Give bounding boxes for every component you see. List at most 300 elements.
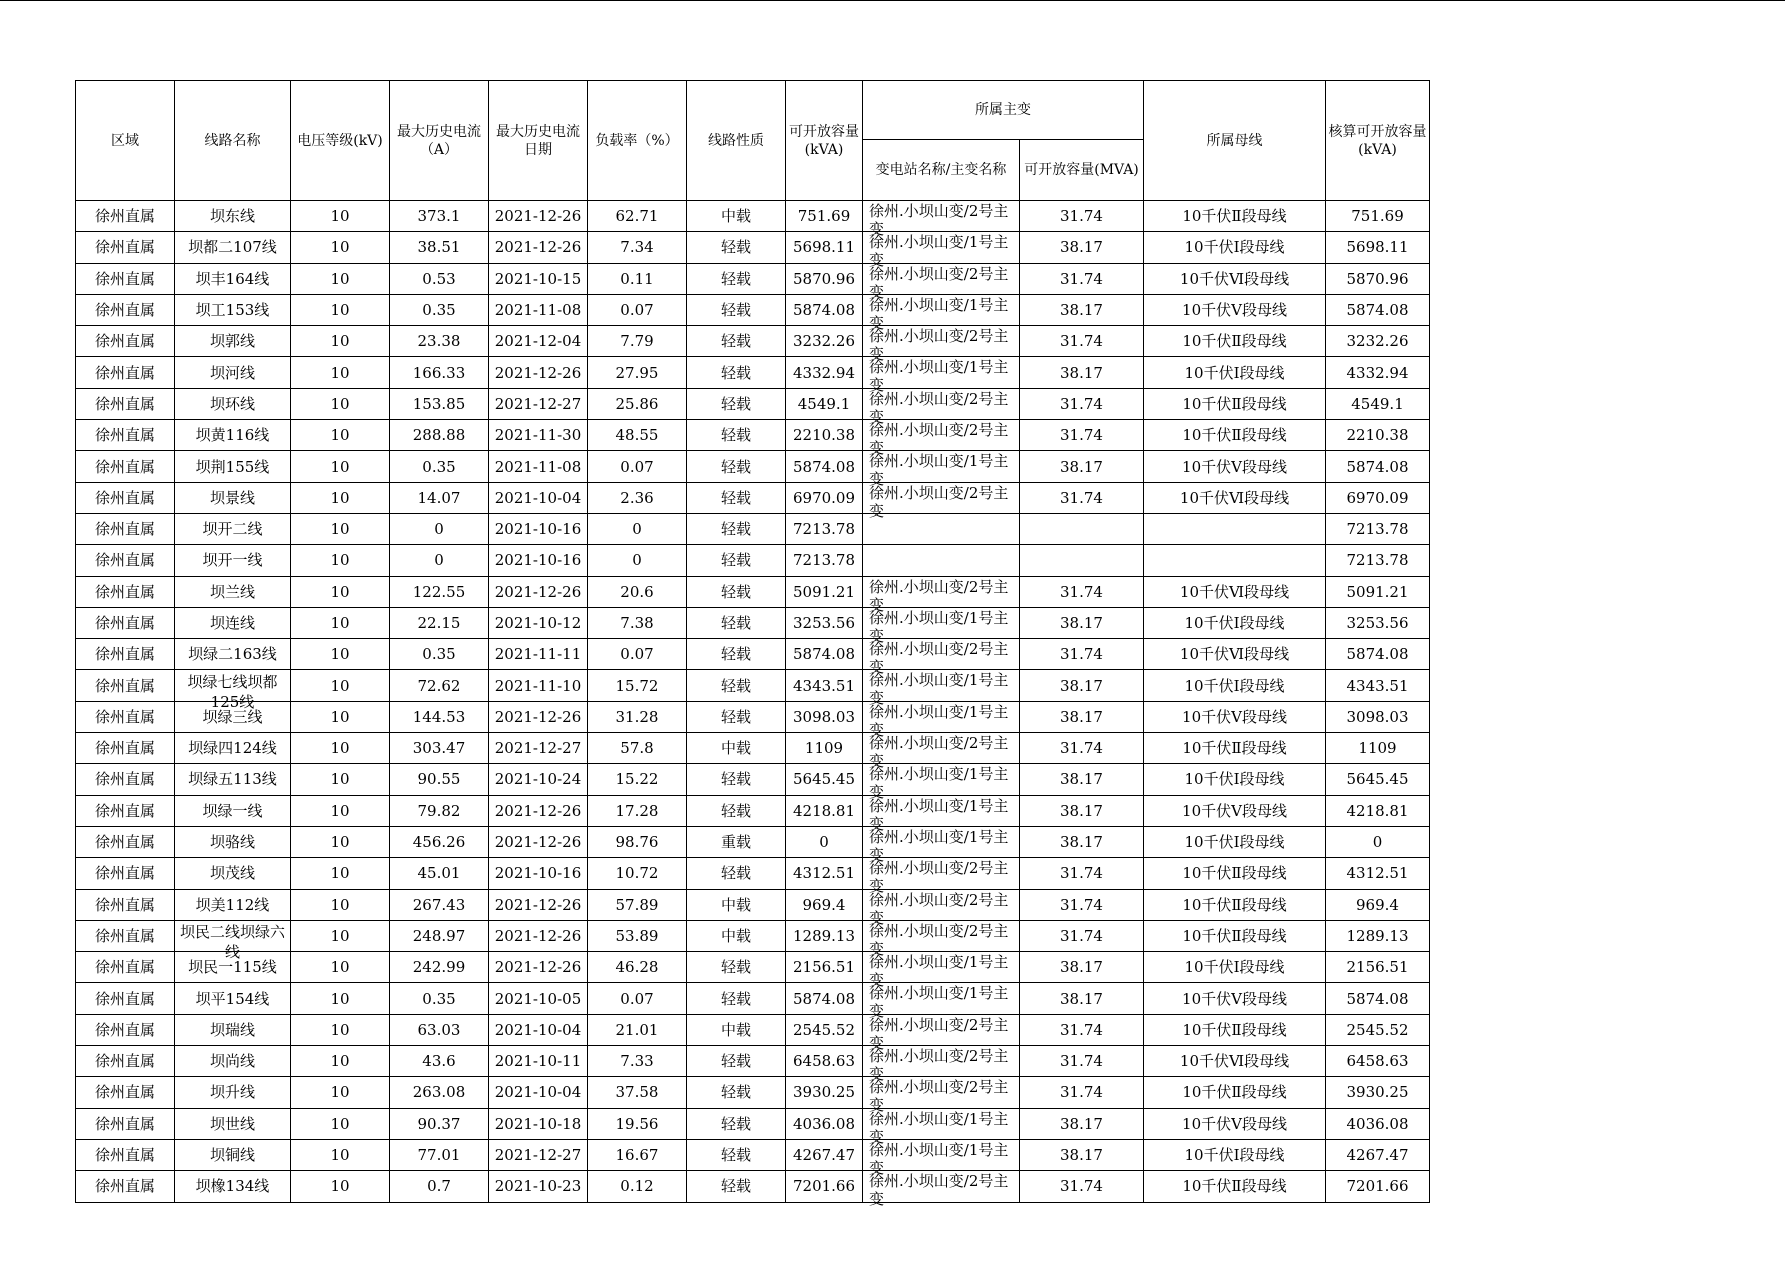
cell-open-capacity — [786, 294, 863, 325]
cell-transformer-capacity-text: 31.74 — [1060, 1083, 1103, 1102]
cell-busbar-text: 10千伏Ⅱ段母线 — [1182, 864, 1287, 883]
cell-line-name — [175, 983, 291, 1014]
cell-transformer-capacity — [1020, 826, 1144, 857]
cell-open-capacity — [786, 482, 863, 513]
cell-line-name — [175, 326, 291, 357]
cell-station-name-text: 徐州.小坝山变/2号主变 — [869, 1172, 1009, 1209]
table-row — [76, 294, 1430, 325]
cell-line-nature-text: 轻载 — [720, 676, 751, 695]
cell-line-nature — [687, 1046, 786, 1077]
cell-region — [76, 858, 175, 889]
cell-load-rate — [588, 826, 687, 857]
cell-transformer-capacity-text: 31.74 — [1060, 488, 1103, 507]
cell-station-name-text: 徐州.小坝山变/2号主变 — [869, 1015, 1009, 1052]
cell-station-name — [863, 326, 1020, 364]
cell-load-rate-text: 7.38 — [620, 614, 654, 632]
table-row — [76, 263, 1430, 294]
cell-load-rate-text: 0.11 — [620, 269, 654, 288]
cell-transformer-capacity-text: 38.17 — [1060, 989, 1103, 1008]
cell-checked-capacity-text: 6458.63 — [1346, 1052, 1409, 1071]
cell-max-current-text: 166.33 — [412, 363, 466, 382]
cell-max-current-text: 288.88 — [412, 426, 466, 445]
cell-line-nature — [687, 889, 786, 920]
cell-transformer-capacity-text: 31.74 — [1060, 207, 1103, 226]
cell-max-current-date-text: 2021-10-05 — [494, 989, 582, 1008]
cell-transformer-capacity — [1020, 1139, 1144, 1170]
cell-load-rate — [588, 983, 687, 1014]
cell-line-nature — [687, 795, 786, 826]
cell-voltage — [291, 858, 390, 889]
cell-checked-capacity-text: 4267.47 — [1346, 1146, 1409, 1165]
cell-open-capacity-text: 5874.08 — [792, 989, 856, 1008]
cell-max-current — [390, 607, 489, 638]
cell-max-current-text: 63.03 — [417, 1020, 461, 1039]
cell-voltage-text: 10 — [330, 269, 350, 288]
cell-checked-capacity — [1326, 1077, 1430, 1108]
cell-max-current — [390, 513, 489, 544]
cell-transformer-capacity-text: 38.17 — [1060, 770, 1103, 789]
cell-station-name — [863, 764, 1020, 802]
cell-checked-capacity — [1326, 701, 1430, 732]
cell-voltage — [291, 889, 390, 920]
cell-line-nature — [687, 826, 786, 857]
cell-busbar — [1144, 889, 1326, 920]
cell-line-name-text: 坝绿五113线 — [188, 770, 277, 789]
cell-region-text: 徐州直属 — [94, 895, 155, 914]
cell-open-capacity — [786, 1139, 863, 1170]
cell-max-current-text: 263.08 — [412, 1083, 466, 1102]
cell-busbar — [1144, 576, 1326, 607]
cell-line-nature-text: 轻载 — [720, 269, 751, 288]
cell-transformer-capacity — [1020, 263, 1144, 294]
cell-region-text: 徐州直属 — [94, 1052, 155, 1071]
cell-max-current-date-text: 2021-10-23 — [494, 1177, 582, 1196]
cell-max-current-text: 248.97 — [412, 926, 466, 945]
cell-max-current-date-text: 2021-10-11 — [494, 1052, 582, 1071]
cell-max-current-date-text: 2021-10-04 — [494, 488, 582, 507]
header-transformer-capacity: 可开放容量(MVA) — [1020, 140, 1144, 201]
cell-voltage-text: 10 — [330, 457, 350, 476]
cell-transformer-capacity-text: 38.17 — [1060, 1146, 1103, 1165]
cell-line-name — [175, 670, 291, 711]
cell-checked-capacity — [1326, 513, 1430, 544]
cell-open-capacity — [786, 357, 863, 388]
cell-busbar-text: 10千伏Ⅰ段母线 — [1184, 238, 1285, 257]
cell-transformer-capacity-text: 31.74 — [1060, 1052, 1103, 1071]
cell-voltage-text: 10 — [330, 301, 350, 320]
cell-load-rate — [588, 1046, 687, 1077]
cell-busbar — [1144, 920, 1326, 951]
cell-busbar-text: 10千伏Ⅴ段母线 — [1182, 1114, 1287, 1133]
cell-checked-capacity-text: 5091.21 — [1346, 582, 1409, 601]
cell-line-nature — [687, 420, 786, 451]
cell-region-text: 徐州直属 — [94, 457, 155, 476]
cell-line-nature-text: 轻载 — [720, 488, 751, 507]
cell-busbar-text: 10千伏Ⅰ段母线 — [1184, 770, 1285, 789]
cell-max-current-date — [489, 607, 588, 638]
cell-busbar — [1144, 607, 1326, 638]
cell-load-rate — [588, 513, 687, 544]
cell-max-current-date — [489, 576, 588, 607]
cell-checked-capacity — [1326, 1108, 1430, 1139]
cell-transformer-capacity — [1020, 1046, 1144, 1077]
cell-max-current-date-text: 2021-12-26 — [494, 582, 582, 601]
header-max-current-date: 最大历史电流日期 — [489, 81, 588, 201]
cell-load-rate-text: 0 — [632, 520, 642, 539]
cell-line-nature-text: 轻载 — [720, 1052, 751, 1071]
cell-max-current-text: 0.35 — [422, 645, 456, 664]
cell-load-rate — [588, 1014, 687, 1045]
cell-open-capacity-text: 5874.08 — [792, 301, 856, 320]
cell-busbar-text: 10千伏Ⅵ段母线 — [1179, 645, 1290, 664]
cell-region — [76, 983, 175, 1014]
cell-line-nature — [687, 1171, 786, 1202]
cell-voltage — [291, 670, 390, 701]
cell-max-current-date-text: 2021-11-30 — [494, 426, 582, 445]
cell-transformer-capacity — [1020, 1108, 1144, 1139]
cell-checked-capacity-text: 5870.96 — [1346, 269, 1409, 288]
cell-line-name — [175, 1139, 291, 1170]
cell-max-current — [390, 858, 489, 889]
cell-load-rate-text: 0 — [632, 551, 642, 570]
cell-max-current-date — [489, 733, 588, 764]
cell-line-nature — [687, 764, 786, 795]
cell-line-nature — [687, 388, 786, 419]
table-row — [76, 1077, 1430, 1108]
cell-voltage-text: 10 — [330, 989, 350, 1008]
cell-voltage — [291, 326, 390, 357]
cell-line-name — [175, 357, 291, 388]
cell-region — [76, 952, 175, 983]
cell-voltage — [291, 451, 390, 482]
cell-load-rate — [588, 889, 687, 920]
cell-transformer-capacity — [1020, 701, 1144, 732]
cell-checked-capacity-text: 3098.03 — [1346, 707, 1409, 726]
cell-max-current — [390, 1014, 489, 1045]
cell-station-name-text: 徐州.小坝山变/2号主变 — [869, 483, 1009, 520]
cell-region-text: 徐州直属 — [94, 1083, 155, 1102]
cell-line-name-text: 坝民一115线 — [188, 958, 277, 977]
cell-line-nature — [687, 858, 786, 889]
cell-region-text: 徐州直属 — [94, 864, 155, 883]
cell-open-capacity — [786, 889, 863, 920]
cell-line-nature-text: 轻载 — [720, 551, 751, 570]
cell-max-current — [390, 1077, 489, 1108]
cell-checked-capacity — [1326, 420, 1430, 451]
cell-max-current-date-text: 2021-10-16 — [494, 520, 582, 539]
cell-line-nature — [687, 201, 786, 232]
cell-max-current-text: 0.7 — [427, 1177, 451, 1196]
cell-open-capacity — [786, 513, 863, 544]
line-capacity-table — [75, 80, 1430, 1209]
cell-line-nature — [687, 451, 786, 482]
cell-busbar-text: 10千伏Ⅵ段母线 — [1179, 269, 1290, 288]
cell-load-rate-text: 0.07 — [620, 645, 654, 664]
cell-max-current-text: 456.26 — [412, 833, 466, 852]
cell-line-name-text: 坝茂线 — [209, 864, 255, 883]
table-body — [76, 201, 1430, 1209]
cell-load-rate — [588, 1139, 687, 1170]
cell-load-rate-text: 21.01 — [615, 1020, 659, 1039]
cell-busbar — [1144, 952, 1326, 983]
table-row — [76, 639, 1430, 670]
cell-voltage-text: 10 — [330, 1114, 350, 1133]
cell-line-nature — [687, 639, 786, 670]
header-line-name: 线路名称 — [175, 81, 291, 201]
cell-max-current-text: 0.35 — [422, 989, 456, 1008]
cell-max-current-date-text: 2021-10-16 — [494, 864, 582, 883]
cell-max-current-date-text: 2021-12-26 — [494, 833, 582, 852]
cell-voltage — [291, 1046, 390, 1077]
cell-checked-capacity — [1326, 983, 1430, 1014]
cell-line-name — [175, 263, 291, 294]
cell-checked-capacity-text: 4549.1 — [1351, 394, 1404, 413]
cell-transformer-capacity-text: 31.74 — [1060, 1020, 1103, 1039]
cell-line-name — [175, 545, 291, 576]
cell-busbar — [1144, 983, 1326, 1014]
cell-line-name-text: 坝丰164线 — [195, 269, 270, 288]
cell-busbar-text: 10千伏Ⅱ段母线 — [1182, 394, 1287, 413]
cell-station-name — [863, 357, 1020, 395]
cell-max-current-date — [489, 263, 588, 294]
cell-region — [76, 1014, 175, 1045]
cell-checked-capacity — [1326, 482, 1430, 513]
cell-busbar-text: 10千伏Ⅱ段母线 — [1182, 332, 1287, 351]
cell-busbar-text: 10千伏Ⅰ段母线 — [1184, 1146, 1285, 1165]
cell-line-nature — [687, 701, 786, 732]
cell-line-nature — [687, 733, 786, 764]
header-load-rate: 负载率（%） — [588, 81, 687, 201]
cell-open-capacity-text: 7213.78 — [792, 551, 856, 570]
cell-transformer-capacity — [1020, 1014, 1144, 1045]
table-row — [76, 1171, 1430, 1202]
cell-region — [76, 639, 175, 670]
cell-voltage — [291, 388, 390, 419]
cell-station-name — [863, 920, 1020, 958]
cell-station-name — [863, 952, 1020, 990]
cell-line-name — [175, 482, 291, 513]
cell-max-current-date — [489, 357, 588, 388]
cell-line-name — [175, 1171, 291, 1202]
cell-busbar-text: 10千伏Ⅰ段母线 — [1184, 676, 1285, 695]
cell-region — [76, 513, 175, 544]
cell-max-current-text: 242.99 — [412, 958, 466, 977]
cell-region-text: 徐州直属 — [94, 645, 155, 664]
header-checked-capacity: 核算可开放容量(kVA) — [1326, 81, 1430, 201]
cell-load-rate-text: 62.71 — [615, 207, 659, 226]
cell-line-nature-text: 中载 — [720, 1020, 751, 1039]
cell-load-rate — [588, 639, 687, 670]
cell-checked-capacity — [1326, 232, 1430, 263]
cell-max-current-text: 43.6 — [422, 1052, 456, 1071]
cell-region — [76, 326, 175, 357]
cell-max-current-date — [489, 513, 588, 544]
cell-load-rate-text: 17.28 — [615, 801, 659, 820]
cell-station-name — [863, 1171, 1020, 1209]
cell-checked-capacity-text: 0 — [1372, 833, 1383, 852]
cell-load-rate-text: 25.86 — [615, 394, 659, 413]
cell-line-name-text: 坝荆155线 — [195, 457, 270, 476]
cell-region — [76, 795, 175, 826]
cell-max-current-date — [489, 294, 588, 325]
cell-line-name-text: 坝绿二163线 — [188, 645, 277, 664]
cell-max-current-text: 303.47 — [412, 739, 466, 758]
cell-open-capacity-text: 1289.13 — [792, 926, 856, 945]
cell-line-nature-text: 轻载 — [720, 426, 751, 445]
cell-line-nature — [687, 607, 786, 638]
cell-busbar-text: 10千伏Ⅱ段母线 — [1182, 1020, 1287, 1039]
cell-open-capacity-text: 3930.25 — [792, 1083, 856, 1102]
cell-region-text: 徐州直属 — [94, 676, 155, 695]
cell-voltage — [291, 952, 390, 983]
cell-voltage — [291, 1108, 390, 1139]
cell-busbar-text: 10千伏Ⅰ段母线 — [1184, 958, 1285, 977]
cell-load-rate — [588, 795, 687, 826]
cell-voltage-text: 10 — [330, 926, 350, 945]
cell-open-capacity — [786, 670, 863, 701]
cell-voltage — [291, 357, 390, 388]
table-row — [76, 795, 1430, 826]
header-region: 区域 — [76, 81, 175, 201]
cell-transformer-capacity-text: 38.17 — [1060, 614, 1103, 632]
cell-region-text: 徐州直属 — [94, 238, 155, 257]
cell-open-capacity — [786, 201, 863, 232]
cell-transformer-capacity — [1020, 357, 1144, 388]
cell-region — [76, 1139, 175, 1170]
cell-line-nature-text: 轻载 — [720, 1146, 751, 1165]
cell-line-name — [175, 733, 291, 764]
cell-line-nature-text: 轻载 — [720, 363, 751, 382]
cell-station-name-text: 徐州.小坝山变/1号主变 — [869, 827, 1009, 864]
cell-voltage-text: 10 — [330, 426, 350, 445]
cell-max-current-date-text: 2021-12-26 — [494, 926, 582, 945]
cell-busbar-text: 10千伏Ⅵ段母线 — [1179, 488, 1290, 507]
cell-busbar — [1144, 858, 1326, 889]
cell-max-current-text: 79.82 — [417, 801, 461, 820]
cell-transformer-capacity — [1020, 545, 1144, 576]
cell-max-current-date-text: 2021-12-27 — [494, 1146, 582, 1165]
cell-max-current — [390, 201, 489, 232]
cell-load-rate-text: 57.89 — [615, 895, 659, 914]
cell-line-nature-text: 轻载 — [720, 394, 751, 413]
cell-region-text: 徐州直属 — [94, 363, 155, 382]
cell-station-name-text: 徐州.小坝山变/2号主变 — [869, 921, 1009, 958]
cell-max-current-date-text: 2021-11-08 — [494, 301, 582, 320]
cell-busbar — [1144, 1108, 1326, 1139]
cell-station-name-text: 徐州.小坝山变/2号主变 — [869, 389, 1009, 426]
cell-station-name — [863, 1139, 1020, 1177]
cell-busbar — [1144, 201, 1326, 232]
cell-open-capacity-text: 4332.94 — [792, 363, 856, 382]
cell-region-text: 徐州直属 — [94, 332, 155, 351]
cell-checked-capacity-text: 6970.09 — [1346, 488, 1409, 507]
cell-voltage — [291, 607, 390, 638]
cell-busbar-text: 10千伏Ⅵ段母线 — [1179, 582, 1290, 601]
cell-transformer-capacity — [1020, 232, 1144, 263]
cell-busbar-text: 10千伏Ⅴ段母线 — [1182, 989, 1287, 1008]
cell-station-name — [863, 701, 1020, 739]
cell-voltage — [291, 232, 390, 263]
cell-region — [76, 232, 175, 263]
cell-max-current-text: 90.55 — [417, 770, 461, 789]
cell-max-current-text: 0 — [434, 551, 444, 570]
cell-open-capacity-text: 5698.11 — [792, 238, 856, 257]
cell-transformer-capacity-text: 38.17 — [1060, 363, 1103, 382]
cell-transformer-capacity — [1020, 388, 1144, 419]
cell-load-rate — [588, 701, 687, 732]
cell-max-current — [390, 983, 489, 1014]
cell-max-current-date-text: 2021-10-04 — [494, 1083, 582, 1102]
cell-busbar-text: 10千伏Ⅴ段母线 — [1182, 801, 1287, 820]
cell-transformer-capacity — [1020, 482, 1144, 513]
cell-transformer-capacity — [1020, 201, 1144, 232]
table-row — [76, 451, 1430, 482]
cell-max-current-date-text: 2021-10-18 — [494, 1114, 582, 1133]
cell-max-current-date-text: 2021-12-27 — [494, 394, 582, 413]
cell-load-rate-text: 53.89 — [615, 926, 659, 945]
cell-max-current-date — [489, 1171, 588, 1202]
cell-line-name-text: 坝尚线 — [209, 1052, 255, 1071]
cell-transformer-capacity — [1020, 607, 1144, 638]
cell-checked-capacity-text: 751.69 — [1351, 207, 1404, 226]
cell-station-name-text: 徐州.小坝山变/1号主变 — [869, 702, 1009, 739]
cell-voltage — [291, 701, 390, 732]
cell-transformer-capacity-text: 31.74 — [1060, 926, 1103, 945]
cell-max-current-date-text: 2021-12-26 — [494, 363, 582, 382]
cell-load-rate — [588, 1171, 687, 1202]
cell-max-current — [390, 232, 489, 263]
cell-voltage-text: 10 — [330, 207, 350, 226]
cell-line-name-text: 坝兰线 — [209, 582, 255, 601]
cell-line-name — [175, 764, 291, 795]
cell-busbar — [1144, 670, 1326, 701]
cell-line-nature — [687, 232, 786, 263]
cell-transformer-capacity — [1020, 294, 1144, 325]
cell-station-name-text: 徐州.小坝山变/1号主变 — [869, 1109, 1009, 1146]
cell-station-name — [863, 889, 1020, 927]
cell-load-rate-text: 48.55 — [615, 426, 659, 445]
cell-open-capacity-text: 7201.66 — [792, 1177, 856, 1196]
cell-load-rate-text: 0.12 — [620, 1177, 654, 1196]
cell-transformer-capacity-text: 31.74 — [1060, 269, 1103, 288]
cell-station-name-text: 徐州.小坝山变/1号主变 — [869, 796, 1009, 833]
cell-checked-capacity — [1326, 263, 1430, 294]
cell-busbar — [1144, 263, 1326, 294]
cell-max-current — [390, 1046, 489, 1077]
table-row — [76, 952, 1430, 983]
cell-region — [76, 357, 175, 388]
cell-checked-capacity — [1326, 357, 1430, 388]
cell-checked-capacity-text: 4218.81 — [1346, 801, 1409, 820]
cell-region-text: 徐州直属 — [94, 770, 155, 789]
cell-region-text: 徐州直属 — [94, 707, 155, 726]
cell-load-rate — [588, 451, 687, 482]
cell-load-rate-text: 10.72 — [615, 864, 659, 883]
cell-checked-capacity-text: 5645.45 — [1346, 770, 1409, 789]
cell-region-text: 徐州直属 — [94, 1020, 155, 1039]
cell-checked-capacity-text: 7213.78 — [1346, 551, 1409, 570]
cell-region-text: 徐州直属 — [94, 269, 155, 288]
cell-region — [76, 545, 175, 576]
cell-busbar — [1144, 326, 1326, 357]
cell-busbar — [1144, 764, 1326, 795]
cell-busbar — [1144, 639, 1326, 670]
cell-line-nature-text: 轻载 — [720, 770, 751, 789]
cell-line-name-text: 坝郭线 — [209, 332, 255, 351]
table-row — [76, 1014, 1430, 1045]
cell-load-rate-text: 2.36 — [620, 488, 654, 507]
cell-load-rate-text: 31.28 — [615, 707, 659, 726]
